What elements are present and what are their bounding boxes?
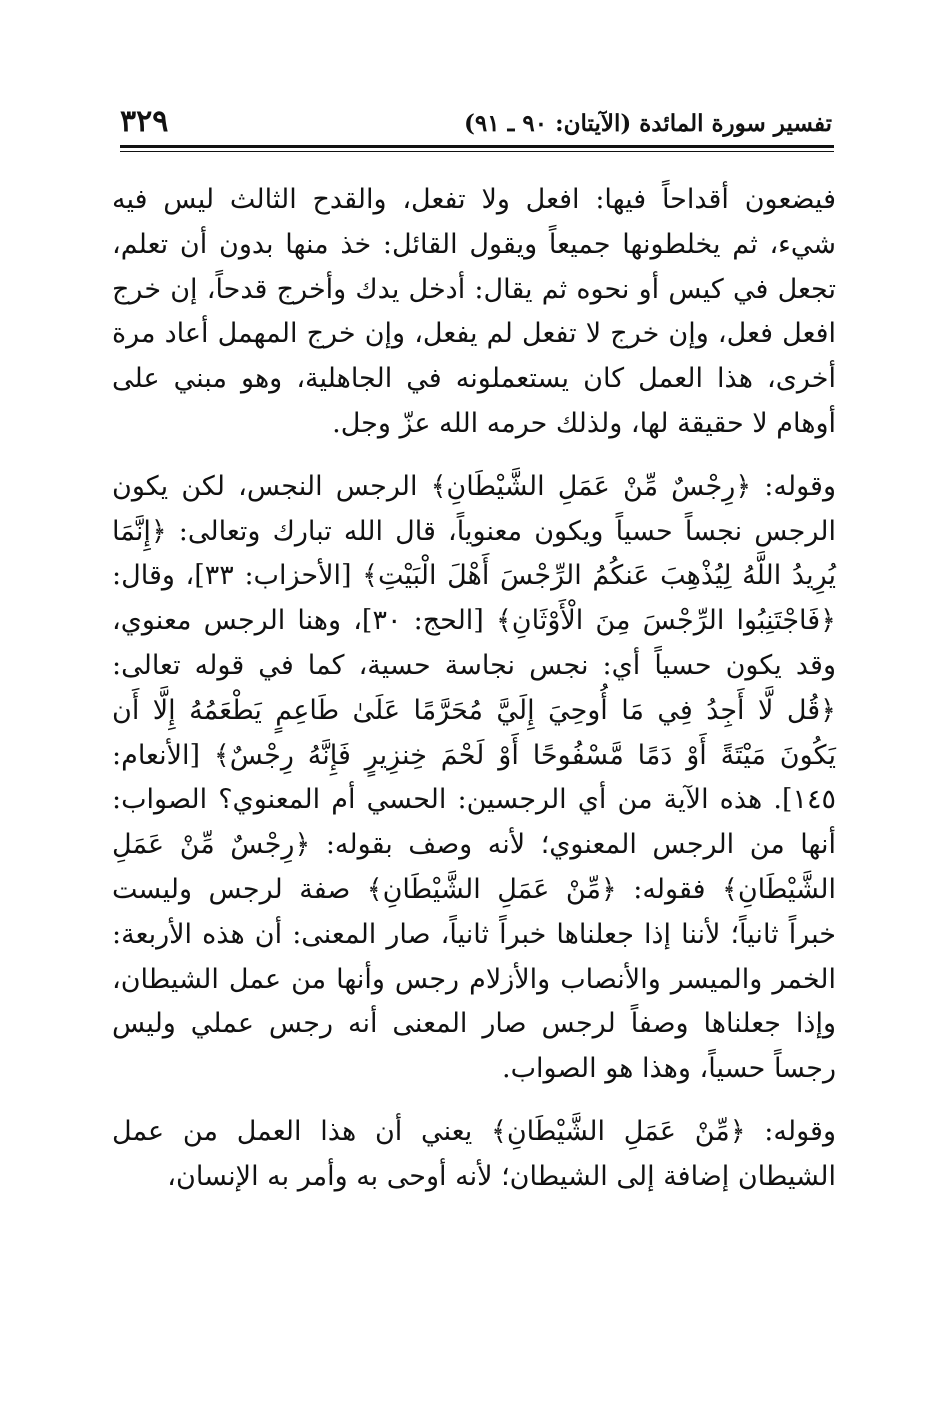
page-header	[120, 104, 832, 148]
paragraph-3: وقوله: ﴿مِّنْ عَمَلِ الشَّيْطَانِ﴾ يعني أن هذا العمل من عمل الشيطان إضافة إلى الشيطان؛ لأنه أوحى به وأمر به الإنسان،	[112, 1115, 836, 1192]
header-rule-thick	[120, 145, 834, 148]
paragraph-1: فيضعون أقداحاً فيها: افعل ولا تفعل، والقدح الثالث ليس فيه شيء، ثم يخلطونها جميعاً ويقول القائل: خذ منها بدون أن تعلم، تجعل في كيس أو نحوه ثم يقال: أدخل يدك وأخرج قدحاً، إن خرج افعل فعل، وإن خرج لا تفعل لم يفعل، وإن خرج المهمل أعاد مرة أخرى، هذا العمل كان يستعملونه في الجاهلية، وهو مبني على أوهام لا حقيقة لها، ولذلك حرمه الله عزّ وجل.	[112, 184, 836, 439]
header-rule-thin	[120, 151, 834, 152]
paragraph-spacer	[112, 447, 836, 465]
paragraph-spacer	[112, 1092, 836, 1110]
running-title: تفسير سورة المائدة (الآيتان: ٩٠ ـ ٩١)	[464, 110, 832, 137]
page-number: ٣٢٩	[120, 104, 169, 139]
page-body	[112, 178, 836, 1200]
paragraph-2: وقوله: ﴿رِجْسٌ مِّنْ عَمَلِ الشَّيْطَانِ﴾ الرجس النجس، لكن يكون الرجس نجساً حسياً ويكون معنوياً، قال الله تبارك وتعالى: ﴿إِنَّمَا يُرِيدُ اللَّهُ لِيُذْهِبَ عَنكُمُ الرِّجْسَ أَهْلَ الْبَيْتِ﴾ [الأحزاب: ٣٣]، وقال: ﴿فَاجْتَنِبُوا الرِّجْسَ مِنَ الْأَوْثَانِ﴾ [الحج: ٣٠]، وهنا الرجس معنوي، وقد يكون حسياً أي: نجس نجاسة حسية، كما في قوله تعالى: ﴿قُل لَّا أَجِدُ فِي مَا أُوحِيَ إِلَيَّ مُحَرَّمًا عَلَىٰ طَاعِمٍ يَطْعَمُهُ إِلَّا أَن يَكُونَ مَيْتَةً أَوْ دَمًا مَّسْفُوحًا أَوْ لَحْمَ خِنزِيرٍ فَإِنَّهُ رِجْسٌ﴾ [الأنعام: ١٤٥]. هذه الآية من أي الرجسين: الحسي أم المعنوي؟ الصواب: أنها من الرجس المعنوي؛ لأنه وصف بقوله: ﴿رِجْسٌ مِّنْ عَمَلِ الشَّيْطَانِ﴾ فقوله: ﴿مِّنْ عَمَلِ الشَّيْطَانِ﴾ صفة لرجس وليست خبراً ثانياً؛ لأننا إذا جعلناها خبراً ثانياً، صار المعنى: أن هذه الأربعة: الخمر والميسر والأنصاب والأزلام رجس وأنها من عمل الشيطان، وإذا جعلناها وصفاً لرجس صار المعنى أنه رجس عملي وليس رجساً حسياً، وهذا هو الصواب.	[112, 470, 837, 1085]
